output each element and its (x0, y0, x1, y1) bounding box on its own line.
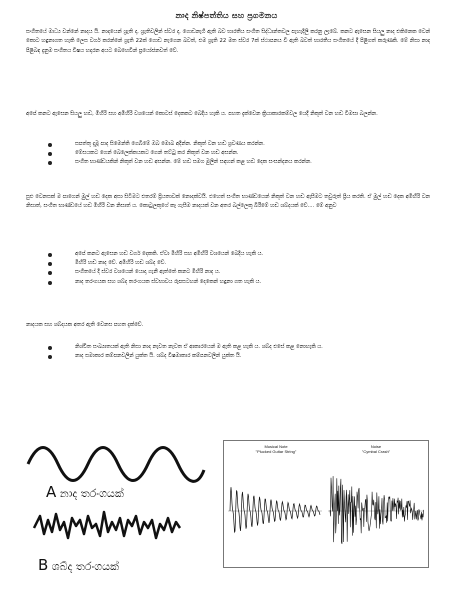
bullet-icon (48, 355, 52, 359)
wave-b-label: B ශබ්ද තරංගයක් (38, 556, 119, 574)
list-item: නිශ්චිත සංඛ්‍යාතයක් ඇති නිසා නාද නැවත නැවත ඒ ආකාරයෙන් ම ඇති කළ හැකි ය. ශබ්ද එසේ කළ නොහැකි ය. (26, 343, 430, 352)
bullet-icon (48, 253, 52, 257)
list-item: නාද සමාකාර කම්පනවලින් යුක්ත යි. ශබ්ද විෂමාකාර කම්පනවලින් යුක්ත යි. (26, 352, 430, 361)
noise-title: Noise "Cymbal Crash" (361, 444, 391, 454)
bullet-icon (48, 161, 52, 165)
list-item: නාද තරංගයක සහ ශබ්ද තරංගයක ස්වභාවය රූපසටහන් දෙකෙන් හඳුනා ගත හැකි ය. (26, 278, 430, 287)
activities-list (26, 140, 430, 168)
list-item: මිහිරි හඬ නාද වේ. අමිහිරි හඬ ශබ්ද වේ. (26, 259, 430, 268)
list-item: සපත්තු දැමූ පාද සිමෙන්ති ගෙබිමේ ඔබ මොබ අදින්න. නිකුත් වන හඬ ශ්‍රවණය කරන්න. (26, 140, 430, 149)
list-item: අපේ කනට ඇසෙන හඬ වර්ග දෙකකි. ඒවා මිහිරි සහ අමිහිරි වශයෙන් බෙදිය හැකි ය. (26, 250, 430, 259)
bullet-icon (48, 346, 52, 350)
wave-a-label: A නාද තරංගයක් (46, 483, 124, 501)
list-item: සංගීතයේ දී ස්වර වශයෙන් යොදා ගැනී ඇත්තේ කනට මිහිරි නාද ය. (26, 268, 430, 277)
list-item: මේසයකට ගෙන් බෙලෙක්කයකට ගෙන් තට්ටු කර නිකුත් වන හඬ අසන්න. (26, 149, 430, 158)
bullet-icon (48, 271, 52, 275)
tone-wave (28, 448, 204, 482)
middle-paragraph: සුළු වෙනසක් ම පාගෙන් මුල් හඬ දෙක අසා සිටීමට එතරම් ප්‍රියතාවක් නොදක්වයි. එහෙත් සංගීත භාණ්ඩයෙන් නිකුත් වන හඬ ඇසීමට තවුරුත් ප්‍රිය කරති. ඒ මුල් හඬ දෙක අමිහිරි වන නිසාත්, සංගීත භාණ්ඩයේ හඬ මිහිරි වන නිසාත් ය. කොටුලකුගේ කෑ ගැසීම නාදයක් වන අතර බල්ලෙකු බිරීමේ හඬ ශබ්දයක් වේ.... මේ අනුව (26, 194, 430, 210)
heard-intro-paragraph: අපේ කනට ඇසෙන සියලු හඬ, මිහිරි සහ අමිහිරි වශයෙන් කොටස් දෙකකට බෙදිය හැකි ය. පහත දැක්වෙන ක්‍රියාකාරකම්වල යෙදී නිකුත් වන හඬ විමසා බලන්න. (26, 111, 378, 117)
wave-comparison-figure (26, 436, 206, 588)
oscillogram-traces (224, 441, 428, 567)
page-title: නාද නිෂ්පත්තිය සහ ප්‍රගමනය (175, 11, 278, 20)
guitar-string-trace (230, 487, 320, 532)
musical-note-title: Musical Note "Plucked Guitar String" (255, 444, 297, 454)
cymbal-crash-trace (330, 476, 424, 544)
bullet-icon (48, 152, 52, 156)
oscillogram-figure (223, 440, 429, 568)
intro-paragraph: සංගීතයේ මාධ්‍ය වන්නේ නාදය යි. නාදයෙන් ශ්‍රැති ද, ශ්‍රැතිවලින් ස්වර ද, ගොඩනැගී ඇති බව භාරතීය සංගීත සිද්ධාන්තවල පැහැදිලි කරනු ලැබේ. කනට ඇසෙන සියලු නාද එකිනෙක වෙන් කොට හඳුනාගත හැකි ලෙස වර්ග කරන්නේ ශ්‍රැති 22ක් ගොඩ නැගෙන බවත්, එම ශ්‍රැති 22 මත ස්වර 7ක් ස්ථාපනය වී ඇති බවත් භාරතීය සංගීතයේ දී පිළිගත් කරුණකි. මේ නිසා නාද පිළිබඳ දැනුම සංගීතය විෂය හදාරන අයට බෙහෙවින් ප්‍රයෝජනවත් වේ. (26, 29, 430, 54)
difference-intro-paragraph: නාදයක සහ ශබ්දයක අතර ඇති වෙනස පහත දැක්වේ. (26, 322, 144, 328)
bullet-icon (48, 262, 52, 266)
list-item: සංගීත භාණ්ඩයකින් නිකුත් වන හඬ අසන්න. මේ හඬ සමග මුලින් සඳහන් කළ හඬ දෙක සංසන්දනය කරන්න. (26, 158, 430, 167)
bullet-icon (48, 281, 52, 285)
findings-list (26, 250, 430, 287)
noise-wave (34, 512, 180, 538)
bullet-icon (48, 143, 52, 147)
differences-list (26, 343, 430, 361)
